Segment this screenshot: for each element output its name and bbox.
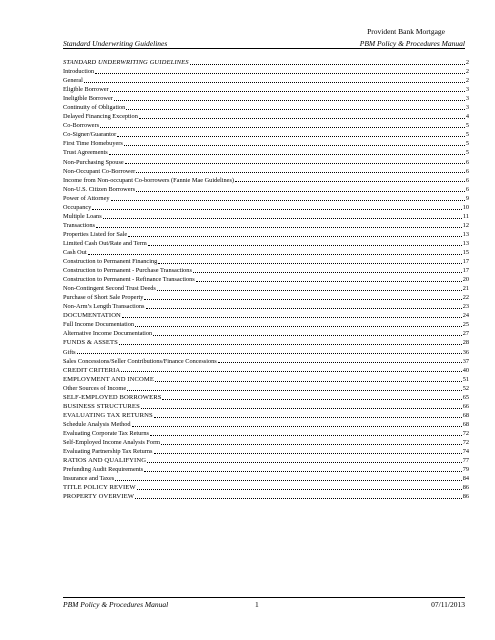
toc-dot-leader <box>92 209 461 210</box>
toc-entry-page: 22 <box>462 294 469 302</box>
toc-entry[interactable] <box>63 275 469 284</box>
toc-entry[interactable] <box>63 266 469 275</box>
toc-entry-page: 68 <box>462 411 469 419</box>
toc-dot-leader <box>103 218 462 219</box>
toc-dot-leader <box>119 344 462 345</box>
toc-entry-title: SELF-EMPLOYED BORROWERS <box>63 393 162 401</box>
toc-entry-page: 3 <box>465 86 469 94</box>
toc-entry[interactable] <box>63 176 469 185</box>
toc-entry[interactable] <box>63 85 469 94</box>
header-manual-name: PBM Policy & Procedures Manual <box>359 39 465 48</box>
toc-entry[interactable] <box>63 402 469 411</box>
toc-entry-title: Non-Contingent Second Trust Deeds <box>63 285 156 293</box>
toc-entry-page: 40 <box>462 366 469 374</box>
toc-entry[interactable] <box>63 67 469 76</box>
page-header <box>63 27 465 47</box>
toc-entry-page: 6 <box>465 176 469 184</box>
toc-dot-leader <box>77 353 462 354</box>
toc-entry-page: 51 <box>462 375 469 383</box>
footer-divider <box>63 597 465 598</box>
toc-entry-title: Evaluating Corporate Tax Returns <box>63 429 150 437</box>
toc-entry-title: Eligible Borrower <box>63 86 109 94</box>
toc-entry[interactable] <box>63 239 469 248</box>
toc-dot-leader <box>190 64 465 65</box>
toc-entry-page: 28 <box>462 339 469 347</box>
toc-entry-page: 6 <box>465 185 469 193</box>
toc-entry-page: 21 <box>462 285 469 293</box>
toc-entry-page: 36 <box>462 348 469 356</box>
toc-entry-page: 2 <box>465 77 469 85</box>
toc-entry-page: 9 <box>465 194 469 202</box>
toc-entry-title: Occupancy <box>63 203 92 211</box>
toc-entry-page: 12 <box>462 221 469 229</box>
toc-dot-leader <box>136 172 465 173</box>
toc-entry-page: 3 <box>465 95 469 103</box>
toc-entry[interactable] <box>63 420 469 429</box>
footer-date: 07/11/2013 <box>431 600 465 609</box>
toc-entry-title: Sales Concessions/Seller Contributions/Finance Concessions <box>63 357 217 365</box>
toc-entry-title: Delayed Financing Exception <box>63 113 138 121</box>
toc-dot-leader <box>136 191 465 192</box>
toc-entry-page: 79 <box>462 466 469 474</box>
toc-dot-leader <box>193 272 462 273</box>
toc-entry[interactable] <box>63 302 469 311</box>
toc-entry-title: Properties Listed for Sale <box>63 230 128 238</box>
toc-entry[interactable] <box>63 465 469 474</box>
toc-entry-page: 5 <box>465 149 469 157</box>
toc-dot-leader <box>218 362 462 363</box>
toc-entry-title: Construction to Permanent Financing <box>63 258 158 266</box>
toc-dot-leader <box>146 308 462 309</box>
toc-entry-page: 77 <box>462 457 469 465</box>
toc-entry[interactable] <box>63 411 469 420</box>
toc-dot-leader <box>154 417 462 418</box>
toc-entry-title: Alternative Income Documentation <box>63 330 153 338</box>
toc-entry[interactable] <box>63 203 469 212</box>
toc-entry-page: 11 <box>462 212 469 220</box>
footer-manual-name: PBM Policy & Procedures Manual <box>63 600 169 609</box>
toc-entry[interactable] <box>63 384 469 393</box>
footer-page-number: 1 <box>255 600 259 609</box>
toc-entry-page: 13 <box>462 230 469 238</box>
toc-dot-leader <box>124 145 465 146</box>
toc-entry-title: Transactions <box>63 221 95 229</box>
toc-entry[interactable] <box>63 139 469 148</box>
toc-entry-page: 72 <box>462 429 469 437</box>
toc-entry[interactable] <box>63 293 469 302</box>
toc-dot-leader <box>127 390 462 391</box>
toc-entry[interactable] <box>63 212 469 221</box>
toc-entry-title: Power of Attorney <box>63 194 110 202</box>
toc-entry[interactable] <box>63 338 469 347</box>
toc-entry-title: STANDARD UNDERWRITING GUIDELINES <box>63 59 189 66</box>
toc-dot-leader <box>115 480 462 481</box>
toc-entry-page: 2 <box>465 68 469 76</box>
toc-entry-page: 65 <box>462 393 469 401</box>
toc-dot-leader <box>117 136 465 137</box>
toc-entry[interactable] <box>63 167 469 176</box>
toc-dot-leader <box>153 335 462 336</box>
toc-dot-leader <box>148 245 462 246</box>
toc-entry[interactable] <box>63 456 469 465</box>
toc-entry-page: 37 <box>462 357 469 365</box>
toc-entry-title: Gifts <box>63 348 76 356</box>
toc-entry-page: 66 <box>462 402 469 410</box>
toc-entry-title: Non-Purchasing Spouse <box>63 158 124 166</box>
toc-dot-leader <box>88 254 462 255</box>
toc-dot-leader <box>161 444 462 445</box>
toc-dot-leader <box>96 227 462 228</box>
header-company-name: Provident Bank Mortgage <box>367 27 445 36</box>
toc-entry-page: 20 <box>462 276 469 284</box>
toc-entry-page: 5 <box>465 131 469 139</box>
toc-entry-title: TITLE POLICY REVIEW <box>63 484 136 492</box>
toc-entry-title: Evaluating Partnership Tax Returns <box>63 448 153 456</box>
toc-entry[interactable] <box>63 284 469 293</box>
toc-entry-title: Purchase of Short Sale Property <box>63 294 144 302</box>
toc-entry-title: Non-Arm’s Length Transactions <box>63 303 145 311</box>
toc-entry-page: 13 <box>462 239 469 247</box>
toc-dot-leader <box>150 435 462 436</box>
toc-entry-page: 27 <box>462 330 469 338</box>
toc-entry[interactable] <box>63 320 469 329</box>
toc-dot-leader <box>144 471 462 472</box>
toc-entry-title: Cash Out <box>63 248 87 256</box>
toc-entry-page: 10 <box>462 203 469 211</box>
toc-entry-page: 2 <box>465 59 469 66</box>
toc-entry[interactable] <box>63 348 469 357</box>
table-of-contents <box>63 58 469 501</box>
toc-entry-page: 74 <box>462 448 469 456</box>
toc-entry-title: General <box>63 77 83 85</box>
toc-dot-leader <box>196 281 462 282</box>
toc-entry[interactable] <box>63 375 469 384</box>
toc-entry-title: FUNDS & ASSETS <box>63 339 118 347</box>
toc-entry[interactable] <box>63 130 469 139</box>
toc-entry-title: Construction to Permanent - Refinance Transactions <box>63 276 195 284</box>
toc-entry[interactable] <box>63 248 469 257</box>
toc-entry-title: EMPLOYMENT AND INCOME <box>63 375 154 383</box>
toc-entry-title: Prefunding Audit Requirements <box>63 466 144 474</box>
toc-entry-page: 24 <box>462 312 469 320</box>
toc-dot-leader <box>110 91 465 92</box>
toc-entry-title: DOCUMENTATION <box>63 312 121 320</box>
toc-dot-leader <box>144 299 461 300</box>
toc-entry-title: Income from Non-occupant Co-borrowers (Fannie Mae Guidelines) <box>63 176 235 184</box>
toc-dot-leader <box>137 489 462 490</box>
toc-dot-leader <box>111 200 465 201</box>
toc-entry-title: Trust Agreements <box>63 149 108 157</box>
toc-dot-leader <box>139 118 465 119</box>
toc-entry-page: 4 <box>465 113 469 121</box>
toc-entry-page: 52 <box>462 384 469 392</box>
toc-entry[interactable] <box>63 438 469 447</box>
toc-entry-title: Other Sources of Income <box>63 384 127 392</box>
toc-entry-page: 25 <box>462 321 469 329</box>
toc-dot-leader <box>128 236 462 237</box>
toc-entry-page: 72 <box>462 438 469 446</box>
toc-entry-page: 84 <box>462 475 469 483</box>
toc-entry-page: 3 <box>465 104 469 112</box>
toc-dot-leader <box>135 326 462 327</box>
toc-entry-page: 15 <box>462 248 469 256</box>
toc-dot-leader <box>154 453 462 454</box>
toc-dot-leader <box>132 426 462 427</box>
toc-entry-page: 17 <box>462 267 469 275</box>
toc-entry-page: 6 <box>465 158 469 166</box>
toc-dot-leader <box>109 154 465 155</box>
toc-dot-leader <box>100 127 465 128</box>
toc-dot-leader <box>114 100 465 101</box>
toc-entry-page: 5 <box>465 140 469 148</box>
toc-entry-title: Introduction <box>63 68 95 76</box>
toc-entry[interactable] <box>63 447 469 456</box>
toc-dot-leader <box>122 317 462 318</box>
toc-entry-title: Construction to Permanent - Purchase Transactions <box>63 267 192 275</box>
toc-entry[interactable] <box>63 311 469 320</box>
toc-entry[interactable] <box>63 185 469 194</box>
toc-entry-title: CREDIT CRITERIA <box>63 366 121 374</box>
toc-entry-title: Continuity of Obligation <box>63 104 126 112</box>
toc-entry[interactable] <box>63 357 469 366</box>
toc-entry[interactable] <box>63 474 469 483</box>
toc-entry-title: Co-Borrowers <box>63 122 100 130</box>
header-document-title: Standard Underwriting Guidelines <box>63 39 168 48</box>
toc-dot-leader <box>157 290 462 291</box>
toc-entry[interactable] <box>63 329 469 338</box>
toc-entry[interactable] <box>63 121 469 130</box>
header-divider <box>63 48 465 49</box>
toc-entry-title: RATIOS AND QUALIFYING <box>63 457 147 465</box>
toc-entry-page: 86 <box>462 493 469 501</box>
toc-dot-leader <box>121 371 461 372</box>
toc-entry[interactable] <box>63 94 469 103</box>
toc-entry-title: BUSINESS STRUCTURES <box>63 402 140 410</box>
toc-dot-leader <box>235 181 465 182</box>
toc-entry-title: Insurance and Taxes <box>63 475 115 483</box>
toc-entry-title: Non-U.S. Citizen Borrowers <box>63 185 136 193</box>
toc-dot-leader <box>95 73 465 74</box>
toc-dot-leader <box>162 399 461 400</box>
toc-entry[interactable] <box>63 58 469 67</box>
toc-entry[interactable] <box>63 112 469 121</box>
toc-dot-leader <box>158 263 461 264</box>
toc-entry-page: 68 <box>462 420 469 428</box>
toc-dot-leader <box>155 381 462 382</box>
toc-dot-leader <box>141 408 462 409</box>
toc-entry-page: 86 <box>462 484 469 492</box>
toc-entry-title: Schedule Analysis Method <box>63 420 131 428</box>
toc-entry[interactable] <box>63 158 469 167</box>
toc-dot-leader <box>84 82 465 83</box>
toc-entry-title: Multiple Loans <box>63 212 102 220</box>
toc-entry[interactable] <box>63 483 469 492</box>
toc-entry[interactable] <box>63 257 469 266</box>
toc-entry-title: Self-Employed Income Analysis Form <box>63 438 161 446</box>
toc-entry[interactable] <box>63 366 469 375</box>
toc-entry-title: Full Income Documentation <box>63 321 134 329</box>
toc-entry-page: 5 <box>465 122 469 130</box>
toc-entry[interactable] <box>63 194 469 203</box>
toc-entry-title: Co-Signer/Guarantor <box>63 131 117 139</box>
toc-entry[interactable] <box>63 221 469 230</box>
toc-entry-title: First Time Homebuyers <box>63 140 123 148</box>
toc-entry[interactable] <box>63 393 469 402</box>
toc-entry[interactable] <box>63 103 469 112</box>
toc-entry[interactable] <box>63 492 469 501</box>
toc-entry-title: Limited Cash Out/Rate and Term <box>63 239 147 247</box>
toc-dot-leader <box>135 498 462 499</box>
toc-entry[interactable] <box>63 148 469 157</box>
toc-entry[interactable] <box>63 230 469 239</box>
toc-entry-page: 6 <box>465 167 469 175</box>
toc-entry-page: 17 <box>462 258 469 266</box>
toc-entry-page: 23 <box>462 303 469 311</box>
toc-entry-title: Ineligible Borrower <box>63 95 113 103</box>
toc-dot-leader <box>126 109 465 110</box>
toc-dot-leader <box>125 163 465 164</box>
toc-entry-title: Non-Occupant Co-Borrower <box>63 167 136 175</box>
toc-entry[interactable] <box>63 429 469 438</box>
toc-dot-leader <box>147 462 462 463</box>
toc-entry-title: PROPERTY OVERVIEW <box>63 493 135 501</box>
toc-entry[interactable] <box>63 76 469 85</box>
toc-entry-title: EVALUATING TAX RETURNS <box>63 411 153 419</box>
